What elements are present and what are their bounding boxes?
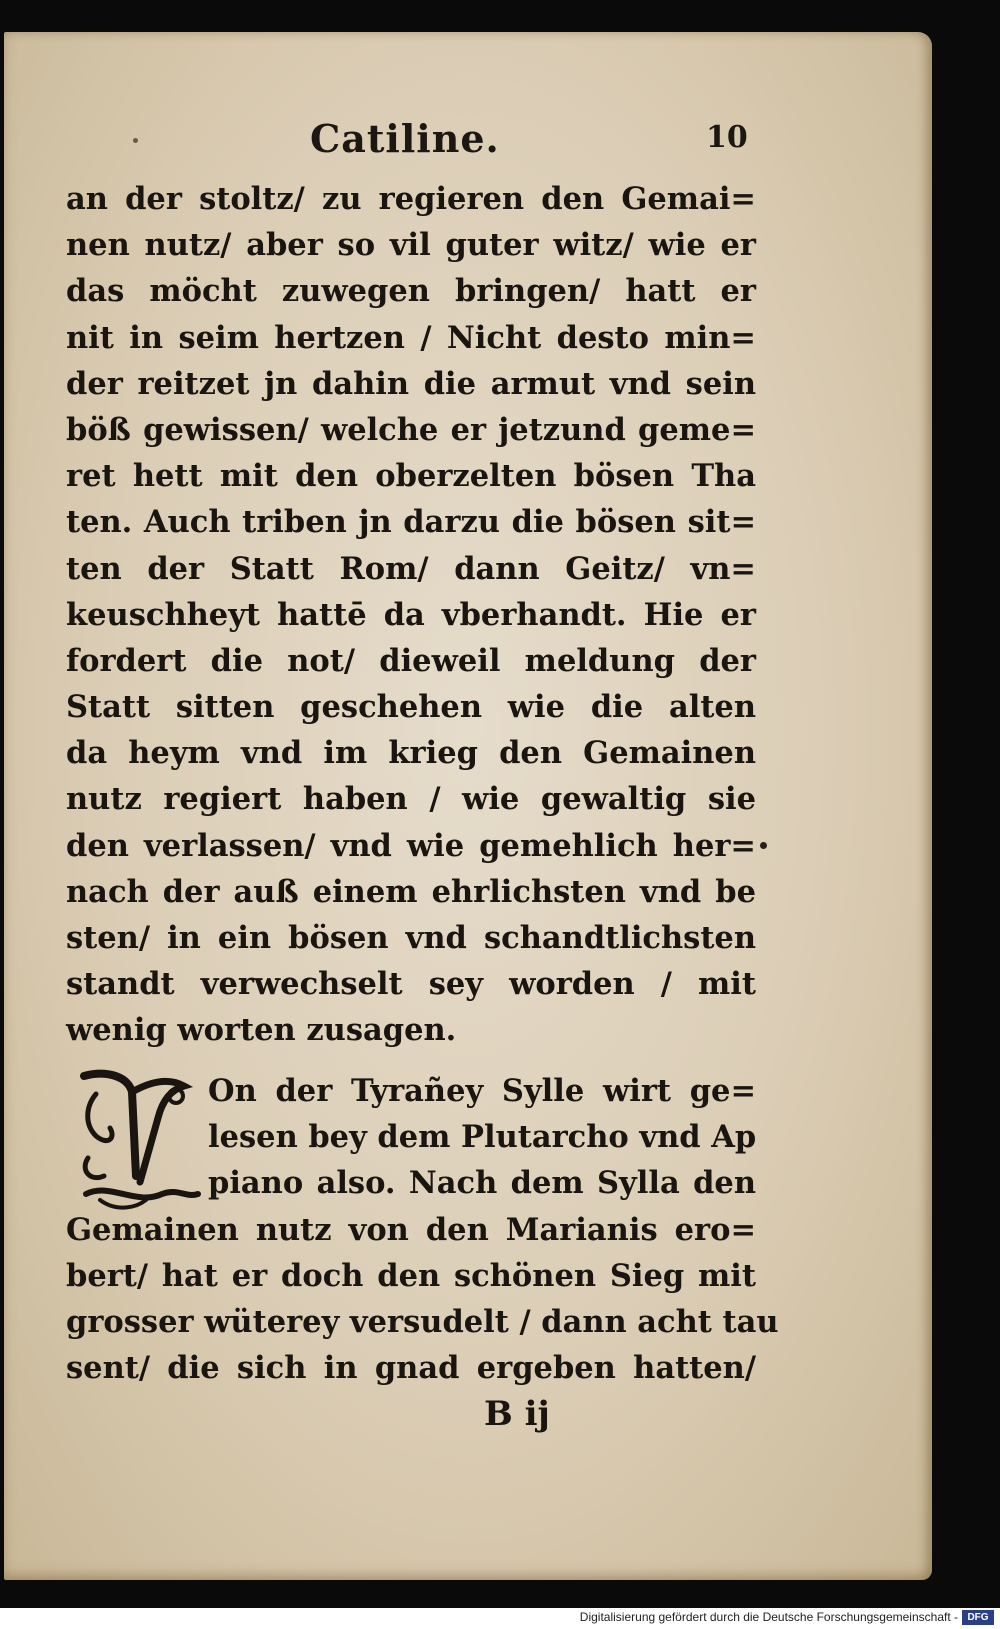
dfg-logo: DFG xyxy=(962,1610,994,1625)
text-line: ten. Auch triben jn darzu die bösen sit= xyxy=(66,504,756,541)
text-line: der reitzet jn dahin die armut vnd sein xyxy=(66,365,756,402)
text-line: piano also. Nach dem Sylla den xyxy=(208,1165,756,1202)
text-line: Statt sitten geschehen wie die alten xyxy=(66,689,756,726)
text-line: sten/ in ein bösen vnd schandtlichsten xyxy=(66,920,756,956)
paragraph-1 xyxy=(66,176,756,1054)
running-head: Catiline. xyxy=(310,116,500,161)
text-line: an der stoltz/ zu regieren den Gemai= xyxy=(66,181,756,217)
text-line: ret hett mit den oberzelten bösen Tha xyxy=(66,458,756,495)
folio-number: 10 xyxy=(706,120,748,155)
text-line: wenig worten zusagen. xyxy=(66,1012,457,1049)
text-line: standt verwechselt sey worden / mit xyxy=(66,966,756,1003)
text-line: lesen bey dem Plutarcho vnd Ap xyxy=(208,1119,757,1156)
text-line: nutz regiert haben / wie gewaltig sie xyxy=(66,781,756,818)
signature-mark: B ij xyxy=(484,1394,550,1434)
text-line: böß gewissen/ welche er jetzund geme= xyxy=(66,411,756,448)
footer-bar xyxy=(0,1608,1000,1629)
text-line: da heym vnd im krieg den Gemainen xyxy=(66,735,756,772)
funding-credit: Digitalisierung gefördert durch die Deutsche Forschungsgemeinschaft - xyxy=(579,1610,958,1624)
text-line: das möcht zuwegen bringen/ hatt er xyxy=(66,273,756,310)
text-line: keuschheyt hattē da vberhandt. Hie er xyxy=(66,596,756,633)
text-line: nen nutz/ aber so vil guter witz/ wie er xyxy=(66,227,756,264)
paragraph-2 xyxy=(66,1068,779,1391)
text-line: den verlassen/ vnd wie gemehlich her= xyxy=(66,827,756,864)
margin-mark xyxy=(760,842,767,849)
text-line: nit in seim hertzen / Nicht desto min= xyxy=(66,319,756,356)
text-line: sent/ die sich in gnad ergeben hatten/ xyxy=(66,1350,756,1387)
text-line: grosser wüterey versudelt / dann acht tau xyxy=(66,1303,779,1340)
text-line: nach der auß einem ehrlichsten vnd be xyxy=(66,873,756,910)
text-line: Gemainen nutz von den Marianis ero= xyxy=(66,1211,756,1248)
ink-speck xyxy=(133,138,138,143)
text-line: ten der Statt Rom/ dann Geitz/ vn= xyxy=(66,550,756,587)
text-line: On der Tyrañey Sylle wirt ge= xyxy=(208,1073,756,1109)
text-line: bert/ hat er doch den schönen Sieg mit xyxy=(66,1257,756,1294)
text-line: fordert die not/ dieweil meldung der xyxy=(66,642,756,679)
